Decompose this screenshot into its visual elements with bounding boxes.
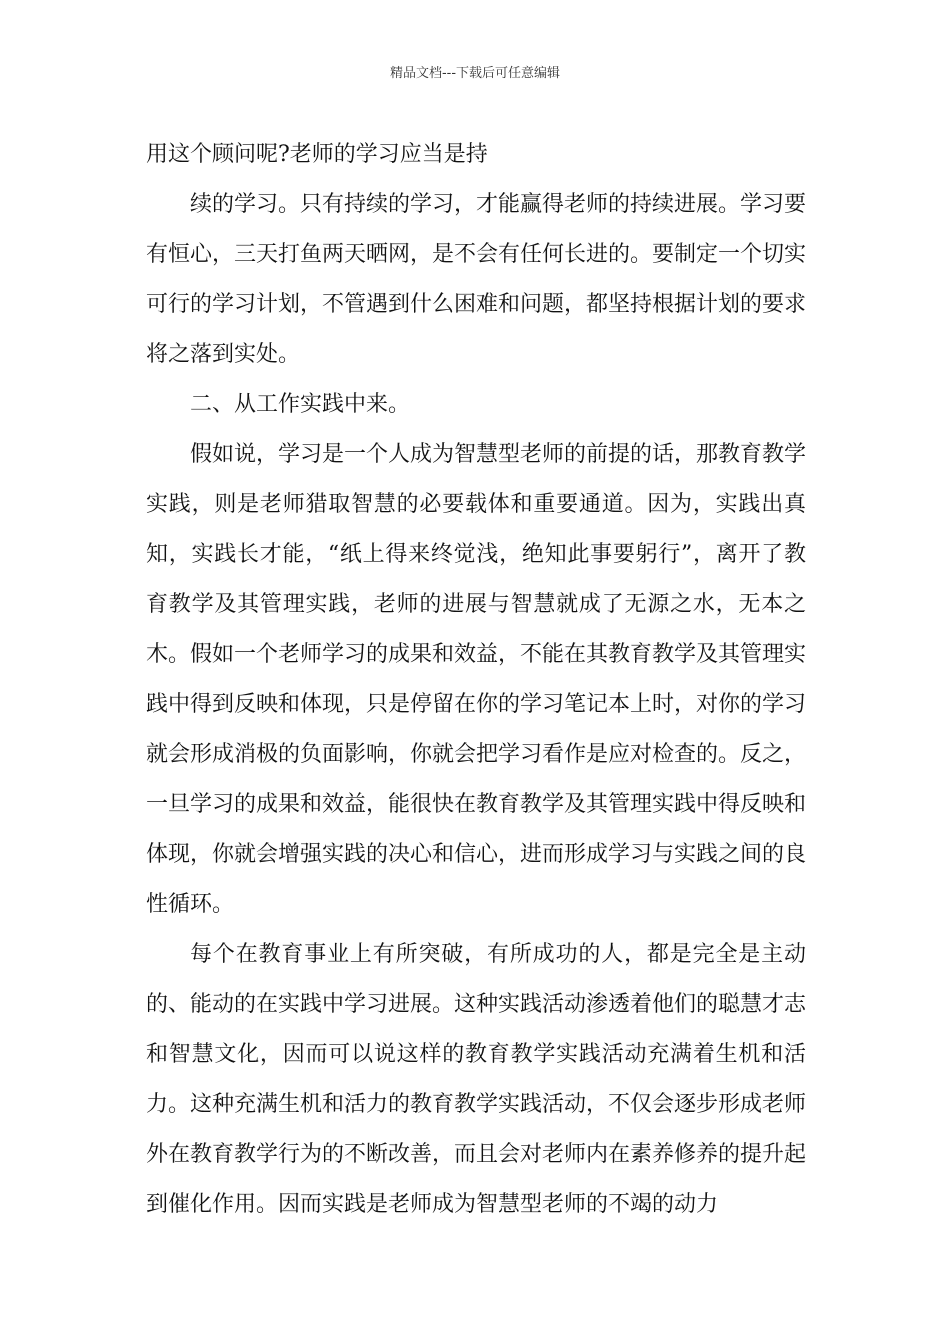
paragraph-continuation: 用这个顾问呢?老师的学习应当是持 bbox=[146, 142, 488, 167]
paragraph: 假如说，学习是一个人成为智慧型老师的前提的话，那教育教学实践，则是老师猎取智慧的必要载体和重要通道。因为，实践出真知，实践长才能，“纸上得来终觉浅，绝知此事要躬行”，离开了教育教学及其管理实践，老师的进展与智慧就成了无源之水，无本之木。假如一个老师学习的成果和效益，不能在其教育教学及其管理实践中得到反映和体现，只是停留在你的学习笔记本上时，对你的学习就会形成消极的负面影响，你就会把学习看作是应对检查的。反之，一旦学习的成果和效益，能很快在教育教学及其管理实践中得反映和体现，你就会增强实践的决心和信心，进而形成学习与实践之间的良性循环。 bbox=[146, 442, 807, 917]
page-header: 精品文档---下载后可任意编辑 bbox=[389, 66, 561, 81]
paragraph: 每个在教育事业上有所突破，有所成功的人，都是完全是主动的、能动的在实践中学习进展。这种实践活动渗透着他们的聪慧才志和智慧文化，因而可以说这样的教育教学实践活动充满着生机和活力。这种充满生机和活力的教育教学实践活动，不仅会逐步形成老师外在教育教学行为的不断改善，而且会对老师内在素养修养的提升起到催化作用。因而实践是老师成为智慧型老师的不竭的动力 bbox=[146, 942, 807, 1217]
paragraph: 续的学习。只有持续的学习，才能赢得老师的持续进展。学习要有恒心，三天打鱼两天晒网，是不会有任何长进的。要制定一个切实可行的学习计划，不管遇到什么困难和问题，都坚持根据计划的要求将之落到实处。 bbox=[146, 192, 807, 367]
document-body bbox=[146, 130, 806, 1230]
section-heading: 二、从工作实践中来。 bbox=[190, 392, 411, 417]
